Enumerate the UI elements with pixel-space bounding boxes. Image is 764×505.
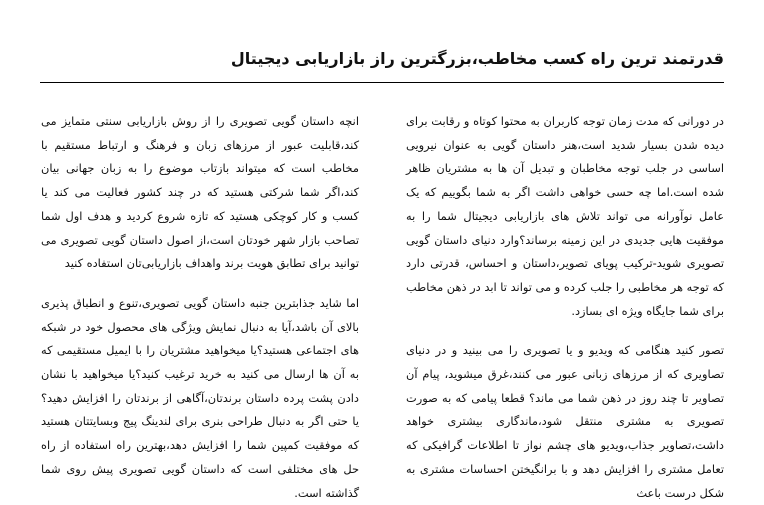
right-column: [406, 110, 724, 500]
left-column: [41, 110, 359, 500]
right-column-paragraph-2: تصور کنید هنگامی که ویدیو و یا تصویری را می بینید و در دنیای تصاویری که از مرزهای زبانی عبور می کنند،غرق میشوید، پیام آن تصاویر تا چند روز در ذهن شما می ماند؟ قطعا پیامی که به صورت تصویری به مشتری منتقل شود،ماندگاری بیشتری خواهد داشت،تصاویر جذاب،ویدیو های چشم نواز تا اطلاعات گرافیکی که تعامل مشتری را افزایش دهد و با برانگیختن احساسات مشتری به شکل درست باعث: [406, 343, 724, 500]
document-title: قدرتمند ترین راه کسب مخاطب،بزرگترین راز بازاریابی دیجیتال: [230, 49, 724, 68]
right-column-paragraph-1: در دورانی که مدت زمان توجه کاربران به محتوا کوتاه و رقابت برای دیده شدن بسیار شدید است،هنر داستان گویی به عنوان نیرویی اساسی در جلب توجه مخاطبان و تبدیل آن ها به مشتریان ظاهر شده است.اما چه حسی خواهی داشت اگر به شما بگوییم که یک عامل نوآورانه می تواند تلاش های بازاریابی دیجیتال شما را به موفقیت هایی جدیدی در این زمینه برساند؟وارد دنیای داستان گویی تصویری شوید-ترکیب پویای تصویر،داستان و احساس، قدرتی دارد که توجه هر مخاطبی را جلب کرده و می تواند تا ابد در ذهن مخاطب برای شما جایگاه ویژه ای بسازد.: [406, 114, 724, 318]
document-header: [40, 38, 724, 83]
left-column-paragraph-2: اما شاید جذابترین جنبه داستان گویی تصویری،تنوع و انطباق پذیری بالای آن باشد،آیا به دنبال نمایش ویژگی های محصول خود در شبکه های اجتماعی هستید؟یا میخواهید مشتریان را با ایمیل مستقیمی که به آن ها ارسال می کنید به خرید ترغیب کنید؟یا میخواهید با نشان دادن پشت پرده داستان برندتان،آگاهی از برندتان را افزایش دهید؟ یا حتی اگر به دنبال طراحی بنری برای لندینگ پیج وبسایتتان هستید که موفقیت کمپین شما را افزایش دهد،بهترین راه استفاده از راه حل های مختلفی است که داستان گویی تصویری پیش روی شما گذاشته است.: [41, 295, 359, 500]
left-column-paragraph-1: انچه داستان گویی تصویری را از روش بازاریابی سنتی متمایز می کند،قابلیت عبور از مرزهای زبان و فرهنگ و ارتباط مستقیم با مخاطب است که میتواند بازتاب موضوع را به زبان جهانی بیان کند،اگر شما شرکتی هستید که در چند کشور فعالیت می کند یا کسب و کار کوچکی هستید که تازه شروع کردید و هدف اول شما تصاحب بازار شهر خودتان است،از اصول داستان گویی تصویری می توانید برای تطابق هویت برند واهداف بازاریابی‌تان استفاده کنید: [41, 114, 359, 271]
